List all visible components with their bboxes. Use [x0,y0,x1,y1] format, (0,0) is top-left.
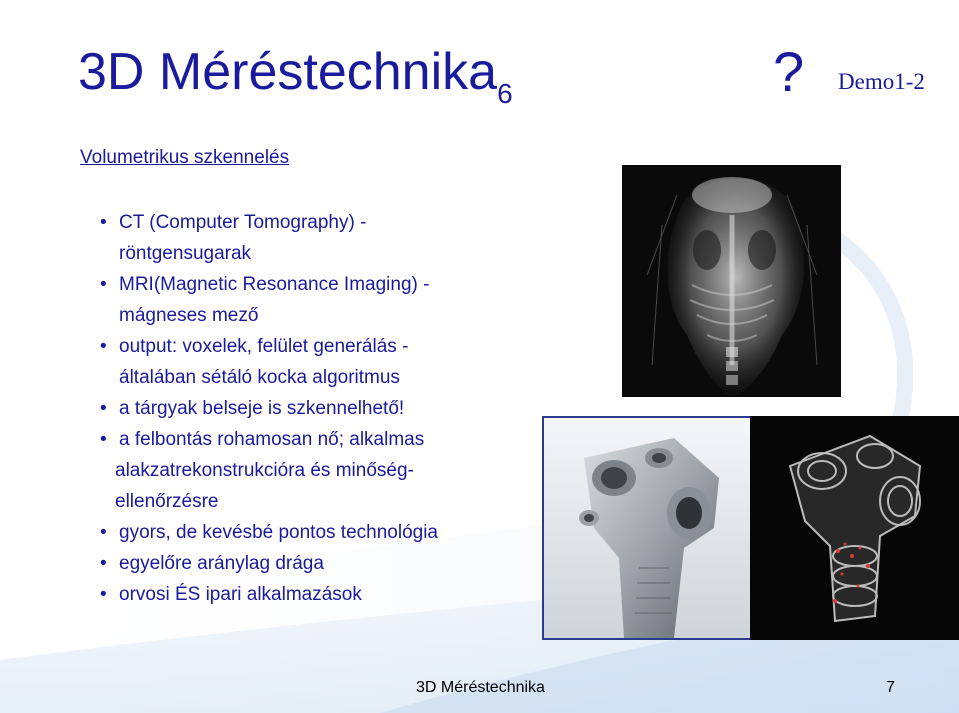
bullet-line: orvosi ÉS ipari alkalmazások [119,584,362,605]
bullet-item [97,517,537,548]
bullet-list [97,207,537,610]
bullet-line: CT (Computer Tomography) - [119,212,367,233]
bullet-item [97,331,537,393]
bullet-item [97,548,537,579]
bullet-line: MRI(Magnetic Resonance Imaging) - [119,274,430,295]
page-number: 7 [886,679,895,696]
metal-part-photo [542,416,752,640]
bullet-continuation: általában sétáló kocka algoritmus [119,367,400,388]
xray-part-image [750,416,959,640]
slide-title [78,43,513,109]
bullet-continuation: alakzatrekonstrukcióra és minőség- [115,460,414,481]
footer-title: 3D Méréstechnika [416,679,545,696]
bullet-line: gyors, de kevésbé pontos technológia [119,522,438,543]
bullet-item [97,424,537,517]
slide-title-text: 3D Méréstechnika [78,43,498,101]
ct-skull-image [622,165,841,397]
bullet-continuation: röntgensugarak [119,243,252,264]
bullet-item [97,207,537,269]
slide-subtitle: Volumetrikus szkennelés [80,147,290,168]
slide-title-subscript: 6 [497,78,513,109]
bullet-line: egyelőre aránylag drága [119,553,324,574]
bullet-line: a felbontás rohamosan nő; alkalmas [119,429,425,450]
bullet-line: output: voxelek, felület generálás - [119,336,409,357]
question-mark-link[interactable]: ? [773,40,805,103]
demo-label: Demo1-2 [838,69,925,94]
bullet-item [97,393,537,424]
bullet-continuation: ellenőrzésre [115,491,219,512]
bullet-item [97,269,537,331]
bullet-line: a tárgyak belseje is szkennelhető! [119,398,405,419]
bullet-item [97,579,537,610]
bullet-continuation: mágneses mező [119,305,259,326]
